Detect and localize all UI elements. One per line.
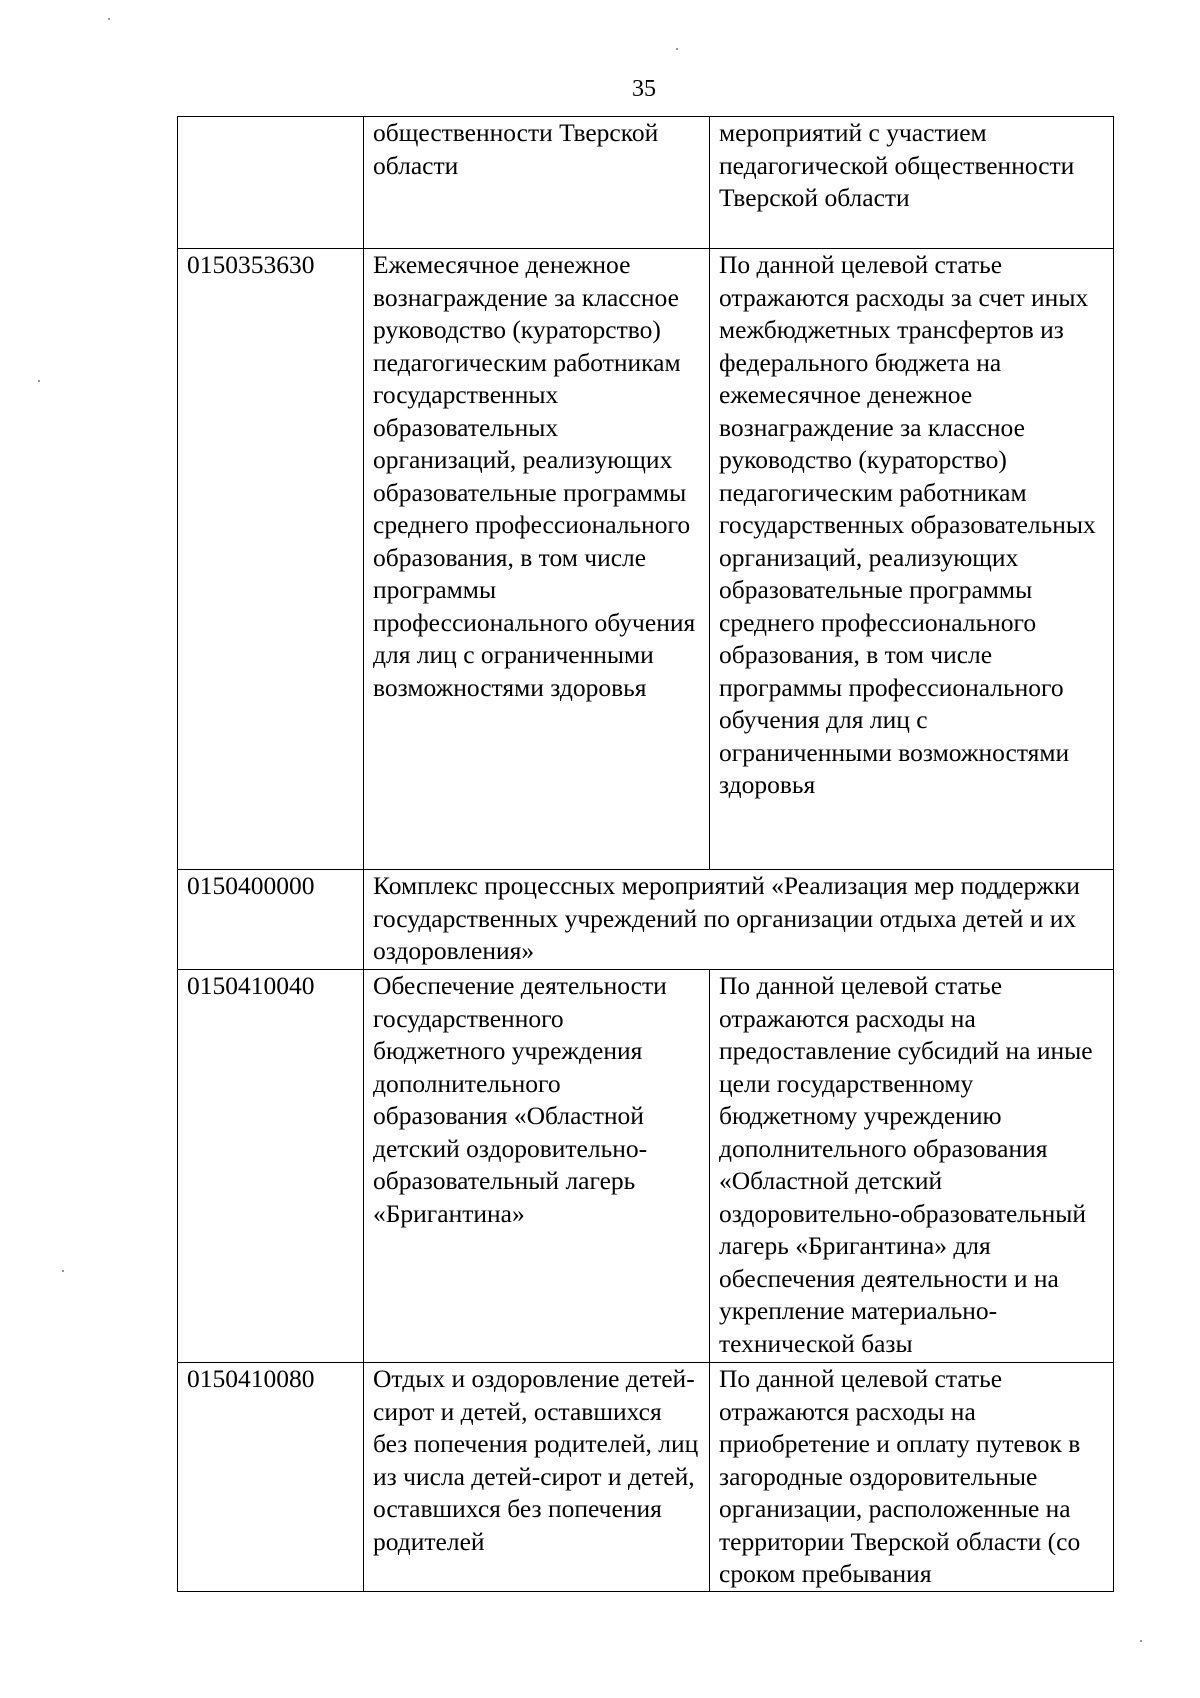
scan-speck — [676, 48, 678, 50]
item-name-cell: общественности Тверской области — [364, 117, 710, 249]
scan-speck — [1140, 1640, 1142, 1642]
table-row — [178, 970, 1114, 1363]
item-description-cell: По данной целевой статье отражаются расходы на приобретение и оплату путевок в загородные оздоровительные организации, расположенные на территории Тверской области (со сроком пребывания — [710, 1363, 1114, 1592]
target-code-cell: 0150410040 — [178, 970, 364, 1363]
item-description-cell: мероприятий с участием педагогической общественности Тверской области — [710, 117, 1114, 249]
table-row — [178, 249, 1114, 870]
item-name-cell: Отдых и оздоровление детей-сирот и детей, оставшихся без попечения родителей, лиц из числа детей-сирот и детей, оставшихся без попечения родителей — [364, 1363, 710, 1592]
item-description-cell: По данной целевой статье отражаются расходы на предоставление субсидий на иные цели государственному бюджетному учреждению дополнительного образования «Областной детский оздоровительно-образовательный лагерь «Бригантина» для обеспечения деятельности и на укрепление материально-технической базы — [710, 970, 1114, 1363]
item-description-cell: По данной целевой статье отражаются расходы за счет иных межбюджетных трансфертов из федерального бюджета на ежемесячное денежное вознаграждение за классное руководство (кураторство) педагогическим работникам государственных образовательных организаций, реализующих образовательные программы среднего профессионального образования, в том числе программы профессионального обучения для лиц с ограниченными возможностями здоровья — [710, 249, 1114, 870]
table-row — [178, 117, 1114, 249]
scan-speck — [62, 1270, 64, 1272]
complex-title-cell: Комплекс процессных мероприятий «Реализация мер поддержки государственных учреждений по организации отдыха детей и их оздоровления» — [364, 870, 1114, 970]
page-number: 35 — [632, 76, 656, 102]
item-name-cell: Обеспечение деятельности государственного бюджетного учреждения дополнительного образования «Областной детский оздоровительно-образовательный лагерь «Бригантина» — [364, 970, 710, 1363]
target-code-cell: 0150353630 — [178, 249, 364, 870]
scan-speck — [108, 18, 110, 20]
table-row — [178, 1363, 1114, 1592]
budget-classification-table — [177, 116, 1114, 1592]
target-code-cell: 0150400000 — [178, 870, 364, 970]
target-code-cell — [178, 117, 364, 249]
item-name-cell: Ежемесячное денежное вознаграждение за классное руководство (кураторство) педагогическим работникам государственных образовательных организаций, реализующих образовательные программы среднего профессионального образования, в том числе программы профессионального обучения для лиц с ограниченными возможностями здоровья — [364, 249, 710, 870]
table-row — [178, 870, 1114, 970]
scan-speck — [38, 380, 40, 382]
target-code-cell: 0150410080 — [178, 1363, 364, 1592]
